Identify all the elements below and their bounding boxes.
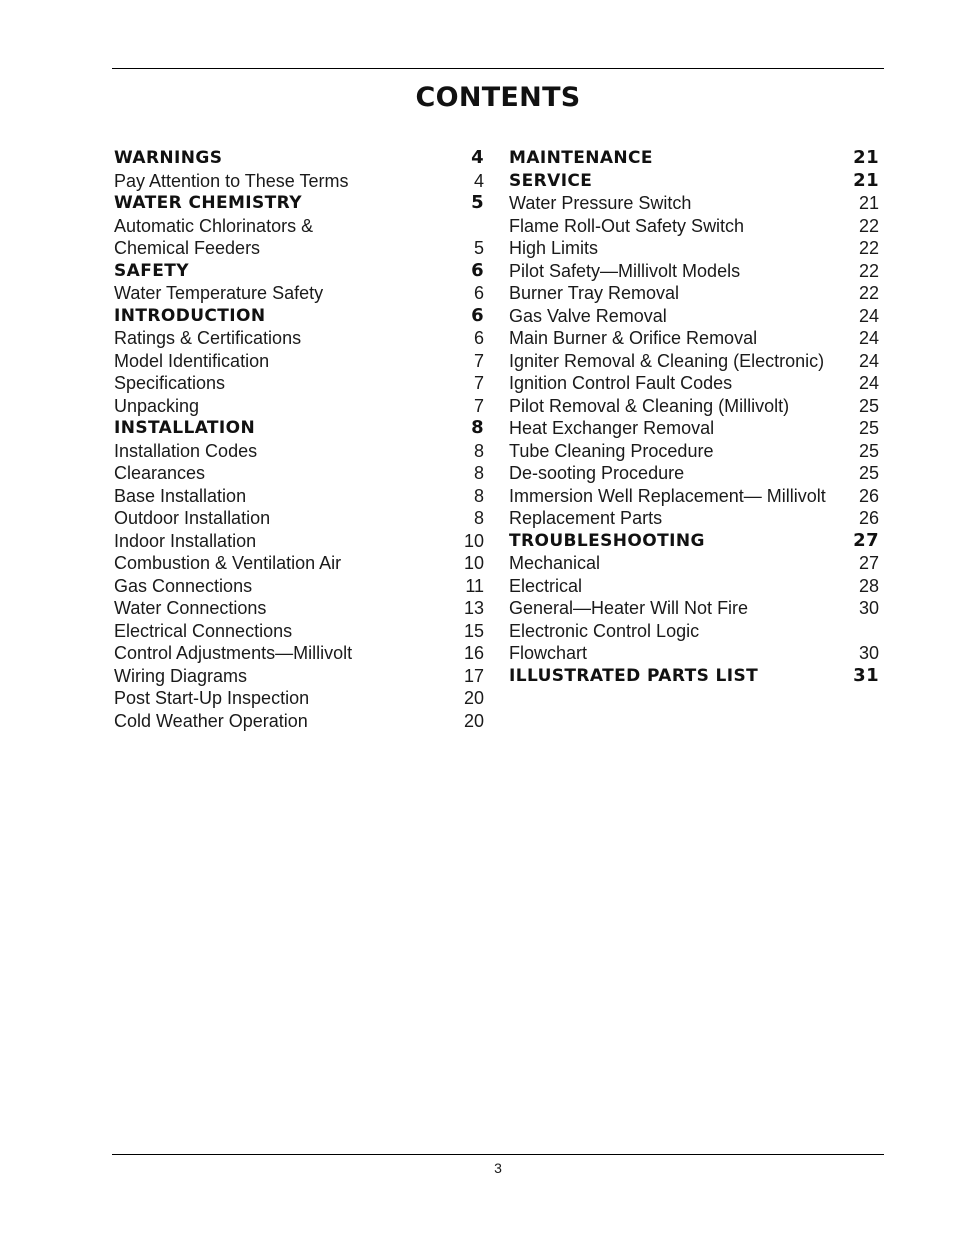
toc-entry-label: SAFETY	[114, 260, 189, 281]
toc-entry-page: 8	[473, 485, 484, 506]
toc-entry[interactable]	[114, 552, 484, 575]
toc-entry-page: 10	[463, 553, 484, 573]
toc-section-heading[interactable]	[509, 665, 879, 688]
toc-entry[interactable]	[114, 642, 484, 665]
toc-entry-page: 30	[858, 598, 879, 618]
toc-entry-page: 21	[853, 169, 879, 191]
toc-entry-label: Clearances	[114, 463, 206, 483]
toc-entry-page: 22	[858, 260, 879, 281]
toc-entry-label: Pilot Safety—Millivolt Models	[509, 260, 741, 281]
toc-entry-label: Chemical Feeders	[114, 238, 261, 258]
toc-right-column	[509, 147, 879, 687]
toc-entry[interactable]	[114, 687, 484, 710]
toc-entry[interactable]	[114, 215, 484, 238]
toc-entry-label: Outdoor Installation	[114, 508, 271, 528]
toc-entry[interactable]	[509, 620, 879, 643]
toc-entry[interactable]	[114, 620, 484, 643]
toc-entry-page: 21	[858, 193, 879, 213]
toc-entry-page: 28	[858, 575, 879, 596]
toc-entry-page: 8	[473, 440, 484, 461]
toc-entry-page: 27	[858, 553, 879, 573]
toc-entry-page: 8	[471, 417, 484, 438]
toc-section-heading[interactable]	[509, 170, 879, 193]
toc-entry-page: 26	[858, 508, 879, 528]
toc-entry[interactable]	[114, 597, 484, 620]
toc-entry[interactable]	[114, 237, 484, 260]
toc-entry-page: 26	[858, 485, 879, 506]
toc-entry-label: WATER CHEMISTRY	[114, 193, 302, 213]
toc-entry-page: 10	[463, 530, 484, 551]
toc-entry-label: Gas Connections	[114, 575, 253, 596]
toc-entry[interactable]	[114, 282, 484, 305]
toc-entry-page: 25	[858, 418, 879, 438]
toc-entry-page: 21	[853, 147, 879, 168]
toc-entry-label: INTRODUCTION	[114, 305, 266, 326]
toc-entry-page: 20	[463, 710, 484, 731]
toc-entry-page: 25	[858, 395, 879, 416]
toc-entry-page: 7	[473, 373, 484, 393]
toc-entry[interactable]	[509, 440, 879, 463]
toc-entry[interactable]	[509, 372, 879, 395]
toc-entry-page: 4	[473, 170, 484, 191]
toc-entry-label: Gas Valve Removal	[509, 305, 667, 326]
toc-entry-label: ILLUSTRATED PARTS LIST	[509, 665, 759, 686]
toc-entry-label: Specifications	[114, 373, 226, 393]
toc-entry-page: 6	[473, 283, 484, 303]
toc-entry[interactable]	[114, 372, 484, 395]
toc-entry-page: 15	[463, 620, 484, 641]
toc-entry-label: Combustion & Ventilation Air	[114, 553, 342, 573]
toc-entry-label: Immersion Well Replacement— Millivolt	[509, 485, 826, 506]
toc-entry-page: 27	[853, 529, 879, 551]
toc-entry-page: 17	[463, 665, 484, 686]
bottom-rule	[112, 1154, 884, 1155]
toc-entry-page: 5	[471, 192, 484, 213]
toc-entry-label: SERVICE	[509, 170, 593, 191]
top-rule	[112, 68, 884, 69]
toc-entry[interactable]	[509, 597, 879, 620]
toc-entry[interactable]	[114, 575, 484, 598]
toc-entry-page: 31	[853, 664, 879, 686]
toc-left-column	[114, 147, 484, 732]
toc-entry-label: Ignition Control Fault Codes	[509, 373, 733, 393]
toc-entry-label: Electronic Control Logic	[509, 620, 700, 641]
toc-entry[interactable]	[509, 552, 879, 575]
toc-entry-label: General—Heater Will Not Fire	[509, 598, 749, 618]
toc-entry-label: Water Pressure Switch	[509, 193, 692, 213]
toc-entry-label: High Limits	[509, 238, 599, 258]
toc-entry-label: Electrical	[509, 575, 583, 596]
toc-entry[interactable]	[509, 260, 879, 283]
toc-entry[interactable]	[509, 575, 879, 598]
toc-entry-label: Wiring Diagrams	[114, 665, 248, 686]
toc-entry[interactable]	[509, 507, 879, 530]
toc-entry[interactable]	[509, 350, 879, 373]
toc-entry-label: Indoor Installation	[114, 530, 257, 551]
toc-section-heading[interactable]	[114, 192, 484, 215]
toc-entry-page: 8	[473, 463, 484, 483]
toc-entry[interactable]	[509, 192, 879, 215]
toc-entry-label: Base Installation	[114, 485, 247, 506]
toc-entry-label: Pay Attention to These Terms	[114, 170, 349, 191]
toc-entry-page: 6	[473, 328, 484, 348]
toc-entry-page: 7	[473, 350, 484, 371]
toc-section-heading[interactable]	[114, 417, 484, 440]
toc-entry-page: 5	[473, 238, 484, 258]
toc-entry[interactable]	[114, 350, 484, 373]
toc-entry[interactable]	[509, 327, 879, 350]
toc-entry-page: 16	[463, 643, 484, 663]
toc-entry-page: 24	[858, 328, 879, 348]
toc-entry[interactable]	[509, 462, 879, 485]
toc-entry-label: MAINTENANCE	[509, 148, 653, 168]
toc-entry-label: Water Temperature Safety	[114, 283, 324, 303]
toc-entry-page: 24	[858, 305, 879, 326]
toc-entry-page: 25	[858, 440, 879, 461]
toc-entry[interactable]	[114, 170, 484, 193]
toc-section-heading[interactable]	[114, 260, 484, 283]
toc-entry[interactable]	[114, 507, 484, 530]
toc-entry-page: 7	[473, 395, 484, 416]
toc-entry-label: Electrical Connections	[114, 620, 293, 641]
toc-entry-label: Flowchart	[509, 643, 588, 663]
toc-entry-label: Pilot Removal & Cleaning (Millivolt)	[509, 395, 790, 416]
toc-section-heading[interactable]	[509, 147, 879, 170]
toc-entry-label: Flame Roll-Out Safety Switch	[509, 215, 745, 236]
toc-entry-page: 11	[465, 575, 484, 596]
toc-entry-label: INSTALLATION	[114, 418, 256, 438]
toc-entry-label: Heat Exchanger Removal	[509, 418, 715, 438]
toc-entry-label: Model Identification	[114, 350, 270, 371]
toc-entry-page: 6	[471, 304, 484, 326]
toc-entry[interactable]	[509, 485, 879, 508]
toc-entry-page: 20	[463, 688, 484, 708]
toc-entry-page: 6	[471, 259, 484, 281]
toc-entry-label: Post Start-Up Inspection	[114, 688, 310, 708]
toc-entry-page: 22	[858, 238, 879, 258]
toc-entry[interactable]	[114, 485, 484, 508]
toc-entry[interactable]	[114, 440, 484, 463]
toc-entry[interactable]	[509, 237, 879, 260]
toc-section-heading[interactable]	[114, 305, 484, 328]
toc-entry-label: Installation Codes	[114, 440, 258, 461]
toc-entry-page: 8	[473, 508, 484, 528]
toc-section-heading[interactable]	[114, 147, 484, 170]
toc-entry-label: De-sooting Procedure	[509, 463, 685, 483]
toc-entry-label: TROUBLESHOOTING	[509, 530, 705, 551]
toc-entry[interactable]	[114, 462, 484, 485]
toc-entry-page: 25	[858, 463, 879, 483]
toc-section-heading[interactable]	[509, 530, 879, 553]
toc-entry[interactable]	[509, 305, 879, 328]
toc-entry-label: Ratings & Certifications	[114, 328, 302, 348]
toc-entry-label: Replacement Parts	[509, 508, 663, 528]
toc-entry-label: Burner Tray Removal	[509, 283, 680, 303]
page-title: CONTENTS	[415, 82, 581, 113]
toc-entry-label: WARNINGS	[114, 148, 223, 168]
toc-entry[interactable]	[114, 530, 484, 553]
toc-entry[interactable]	[114, 395, 484, 418]
toc-entry-label: Unpacking	[114, 395, 200, 416]
toc-entry-label: Main Burner & Orifice Removal	[509, 328, 758, 348]
toc-entry-label: Control Adjustments—Millivolt	[114, 643, 353, 663]
toc-entry[interactable]	[114, 665, 484, 688]
toc-entry-page: 24	[858, 373, 879, 393]
toc-entry-page: 22	[858, 215, 879, 236]
toc-entry[interactable]	[114, 327, 484, 350]
toc-entry-page: 22	[858, 283, 879, 303]
toc-entry-label: Tube Cleaning Procedure	[509, 440, 714, 461]
toc-entry-label: Cold Weather Operation	[114, 710, 308, 731]
toc-entry-label: Water Connections	[114, 598, 267, 618]
toc-entry-label: Mechanical	[509, 553, 601, 573]
toc-entry[interactable]	[509, 395, 879, 418]
toc-entry-page: 30	[858, 643, 879, 663]
toc-entry-page: 24	[858, 350, 879, 371]
toc-entry[interactable]	[509, 215, 879, 238]
toc-entry-page: 13	[463, 598, 484, 618]
toc-entry-label: Igniter Removal & Cleaning (Electronic)	[509, 350, 825, 371]
page-number: 3	[494, 1160, 502, 1176]
toc-entry[interactable]	[509, 642, 879, 665]
toc-entry-label: Automatic Chlorinators &	[114, 215, 314, 236]
toc-entry[interactable]	[509, 417, 879, 440]
toc-entry-page: 4	[471, 147, 484, 168]
toc-entry[interactable]	[114, 710, 484, 733]
toc-entry[interactable]	[509, 282, 879, 305]
